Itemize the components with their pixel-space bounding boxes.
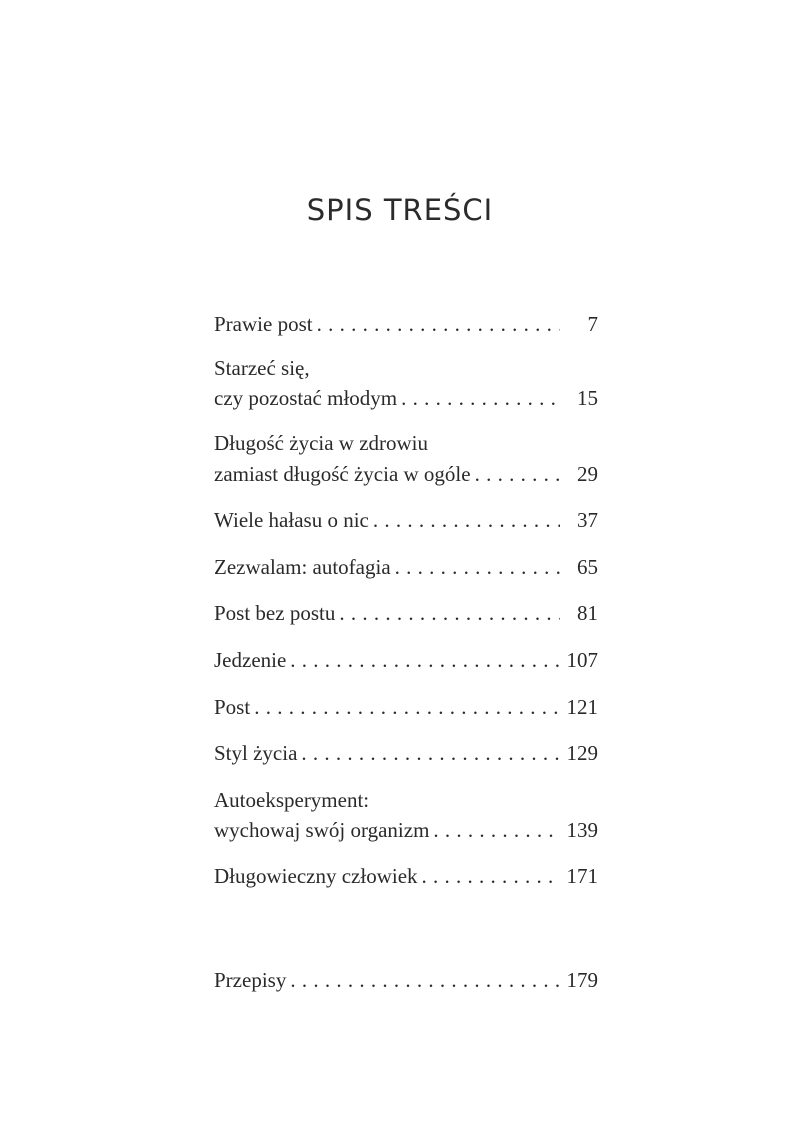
toc-entry-page: 171 <box>566 864 598 888</box>
toc-entry[interactable] <box>214 312 598 337</box>
toc-entry[interactable] <box>214 508 598 533</box>
dot-leader <box>475 462 560 487</box>
toc-entry[interactable] <box>214 648 598 673</box>
toc-entry-title: Styl życia <box>214 741 298 765</box>
toc-entry[interactable] <box>214 695 598 720</box>
toc-entry[interactable] <box>214 741 598 766</box>
toc-entry-page: 7 <box>587 312 598 336</box>
toc-entry-title: Przepisy <box>214 968 287 992</box>
dot-leader <box>290 648 558 673</box>
toc-entry[interactable] <box>214 555 598 580</box>
toc-entry-title: Prawie post <box>214 312 313 336</box>
toc-entry-title: wychowaj swój organizm <box>214 818 430 842</box>
toc-entry-title: Długowieczny człowiek <box>214 864 418 888</box>
toc-entry-title-line1: Długość życia w zdrowiu <box>214 431 429 455</box>
dot-leader <box>290 968 558 993</box>
dot-leader <box>254 695 558 720</box>
toc-entry-title-line1: Starzeć się, <box>214 356 310 380</box>
toc-entry-title: Wiele hałasu o nic <box>214 508 369 532</box>
toc-entry-page: 65 <box>577 555 598 579</box>
toc-entry-page: 129 <box>566 741 598 765</box>
toc-entry-title: Jedzenie <box>214 648 287 672</box>
dot-leader <box>395 555 560 580</box>
dot-leader <box>317 312 560 337</box>
dot-leader <box>422 864 559 889</box>
dot-leader <box>373 508 560 533</box>
toc-entry-title: Post <box>214 695 251 719</box>
toc-entry-title: Post bez postu <box>214 601 336 625</box>
toc-entry-page: 121 <box>566 695 598 719</box>
toc-entry-page: 81 <box>577 601 598 625</box>
toc-entry[interactable] <box>214 818 598 843</box>
dot-leader <box>401 386 560 411</box>
toc-entry-page: 179 <box>566 968 598 992</box>
dot-leader <box>339 601 560 626</box>
toc-entry-page: 107 <box>566 648 598 672</box>
toc-entry-title-line1: Autoeksperyment: <box>214 788 370 812</box>
dot-leader <box>301 741 558 766</box>
toc-entry[interactable] <box>214 462 598 487</box>
toc-entry-title: zamiast długość życia w ogóle <box>214 462 471 486</box>
toc-entry-page: 37 <box>577 508 598 532</box>
toc-entry-page: 29 <box>577 462 598 486</box>
dot-leader <box>433 818 558 843</box>
toc-entry[interactable] <box>214 968 598 993</box>
toc-entry[interactable] <box>214 386 598 411</box>
toc-entry-title: czy pozostać młodym <box>214 386 398 410</box>
toc-entry[interactable] <box>214 601 598 626</box>
toc-entry-page: 139 <box>566 818 598 842</box>
toc-entry-title: Zezwalam: autofagia <box>214 555 391 579</box>
toc-entry[interactable] <box>214 864 598 889</box>
toc-entry-page: 15 <box>577 386 598 410</box>
page-title: SPIS TREŚCI <box>306 193 494 227</box>
